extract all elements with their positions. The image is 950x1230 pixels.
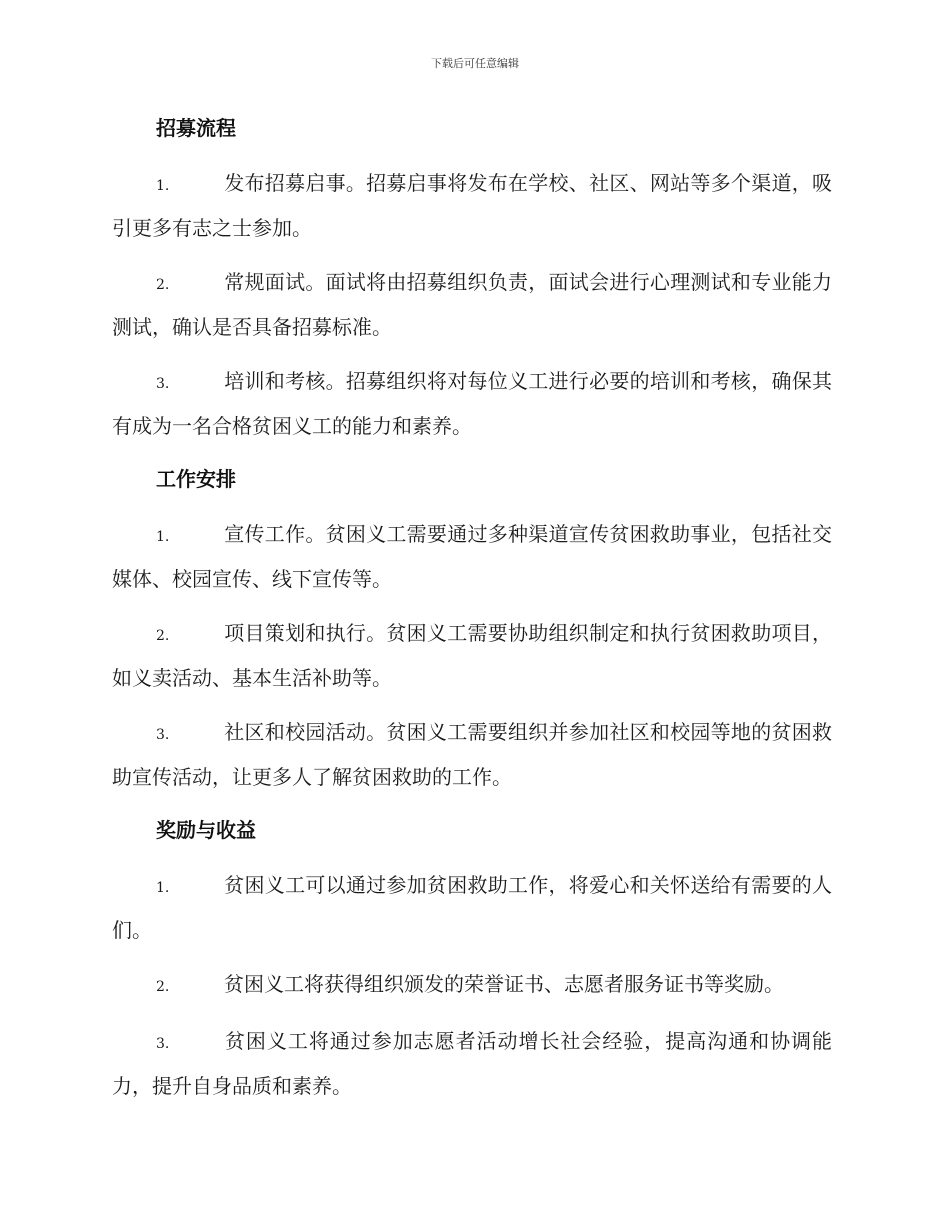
list-item xyxy=(112,261,832,348)
item-text: 培训和考核。招募组织将对每位义工进行必要的培训和考核，确保其有成为一名合格贫困义工的能力和素养。 xyxy=(112,369,832,438)
list-item xyxy=(112,360,832,447)
page-header: 下载后可任意编辑 xyxy=(431,57,519,70)
item-text: 贫困义工将通过参加志愿者活动增长社会经验，提高沟通和协调能力，提升自身品质和素养。 xyxy=(112,1029,832,1098)
list-item xyxy=(112,513,832,600)
item-number: 1. xyxy=(156,178,170,194)
list-item xyxy=(112,963,832,1008)
section-recruitment-process xyxy=(112,108,832,447)
list-item xyxy=(112,162,832,249)
item-text: 贫困义工将获得组织颁发的荣誉证书、志愿者服务证书等奖励。 xyxy=(224,972,784,996)
list-item xyxy=(112,1020,832,1107)
list-item xyxy=(112,711,832,798)
item-number: 3. xyxy=(156,727,170,743)
item-number: 3. xyxy=(156,376,170,392)
section-title: 招募流程 xyxy=(156,116,236,140)
document-body xyxy=(112,108,832,1119)
item-text: 社区和校园活动。贫困义工需要组织并参加社区和校园等地的贫困救助宣传活动，让更多人了解贫困救助的工作。 xyxy=(112,720,832,789)
section-title: 工作安排 xyxy=(156,467,236,491)
item-number: 3. xyxy=(156,1036,170,1052)
item-text: 常规面试。面试将由招募组织负责，面试会进行心理测试和专业能力测试，确认是否具备招募标准。 xyxy=(112,270,832,339)
item-number: 1. xyxy=(156,529,170,545)
item-number: 2. xyxy=(156,979,170,995)
section-work-arrangement xyxy=(112,459,832,798)
section-title: 奖励与收益 xyxy=(156,818,256,842)
list-item xyxy=(112,612,832,699)
item-text: 项目策划和执行。贫困义工需要协助组织制定和执行贫困救助项目，如义卖活动、基本生活补助等。 xyxy=(112,621,832,690)
item-number: 2. xyxy=(156,628,170,644)
item-text: 宣传工作。贫困义工需要通过多种渠道宣传贫困救助事业，包括社交媒体、校园宣传、线下宣传等。 xyxy=(112,522,832,591)
item-number: 2. xyxy=(156,277,170,293)
item-number: 1. xyxy=(156,880,170,896)
section-rewards-benefits xyxy=(112,810,832,1107)
item-text: 贫困义工可以通过参加贫困救助工作，将爱心和关怀送给有需要的人们。 xyxy=(112,873,832,942)
item-text: 发布招募启事。招募启事将发布在学校、社区、网站等多个渠道，吸引更多有志之士参加。 xyxy=(112,171,832,240)
list-item xyxy=(112,864,832,951)
